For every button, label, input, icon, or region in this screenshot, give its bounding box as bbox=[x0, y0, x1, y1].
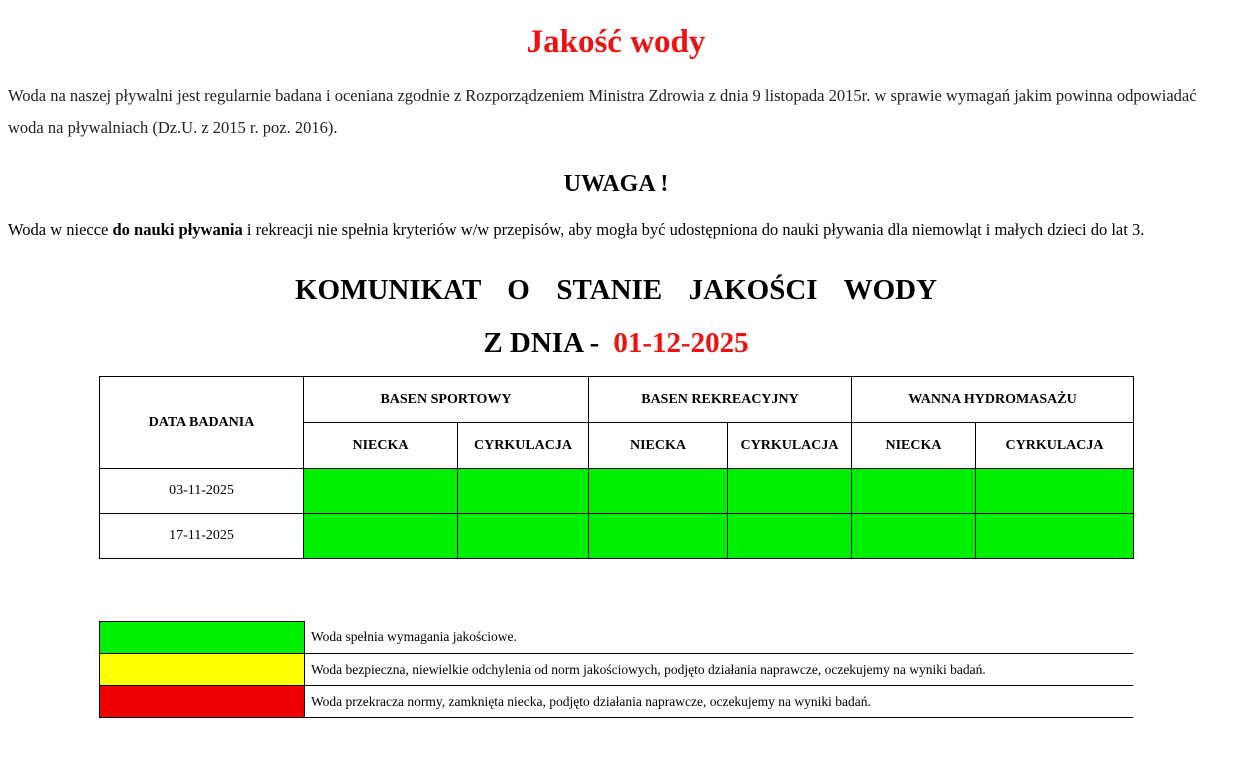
water-quality-table bbox=[99, 376, 1134, 559]
header-basen-rekreacyjny: BASEN REKREACYJNY bbox=[589, 377, 852, 423]
legend-row-yellow bbox=[100, 654, 1134, 686]
status-cell bbox=[976, 469, 1134, 514]
subheader-niecka: NIECKA bbox=[304, 423, 458, 469]
report-date-value: 01-12-2025 bbox=[613, 327, 749, 359]
page-title: Jakość wody bbox=[526, 24, 706, 60]
legend-row-red bbox=[100, 686, 1134, 718]
header-wanna-hydromasazu: WANNA HYDROMASAŻU bbox=[852, 377, 1134, 423]
status-cell bbox=[589, 514, 728, 559]
status-cell bbox=[304, 469, 458, 514]
subheader-cyrkulacja: CYRKULACJA bbox=[458, 423, 589, 469]
status-cell bbox=[458, 514, 589, 559]
legend-swatch-yellow bbox=[100, 654, 305, 686]
report-date-heading bbox=[0, 323, 1232, 363]
intro-paragraph: Woda na naszej pływalni jest regularnie badana i oceniana zgodnie z Rozporządzeniem Ministra Zdrowia z dnia 9 listopada 2015r. w sprawie wymagań jakim powinna odpowiadać woda na pływalniach (Dz.U. z 2015 r. poz. 2016). bbox=[8, 86, 1197, 137]
subheader-cyrkulacja: CYRKULACJA bbox=[728, 423, 852, 469]
table-row bbox=[100, 469, 1134, 514]
status-cell bbox=[852, 469, 976, 514]
row-date: 17-11-2025 bbox=[100, 514, 304, 559]
report-date-label: Z DNIA - bbox=[483, 327, 600, 359]
legend-text-red: Woda przekracza normy, zamknięta niecka, podjęto działania naprawcze, oczekujemy na wyniki badań. bbox=[305, 686, 1134, 718]
warning-heading: UWAGA ! bbox=[563, 171, 669, 197]
row-date: 03-11-2025 bbox=[100, 469, 304, 514]
warning-paragraph bbox=[8, 216, 1238, 244]
status-cell bbox=[728, 469, 852, 514]
status-cell bbox=[852, 514, 976, 559]
legend-table bbox=[99, 621, 1133, 718]
legend-row-green bbox=[100, 622, 1134, 654]
status-cell bbox=[728, 514, 852, 559]
status-cell bbox=[976, 514, 1134, 559]
status-cell bbox=[458, 469, 589, 514]
report-heading: KOMUNIKAT O STANIE JAKOŚCI WODY bbox=[294, 274, 938, 306]
header-date: DATA BADANIA bbox=[100, 377, 304, 469]
legend-swatch-green bbox=[100, 622, 305, 654]
legend-swatch-red bbox=[100, 686, 305, 718]
warning-text-end: i rekreacji nie spełnia kryteriów w/w przepisów, aby mogła być udostępniona do nauki pływania dla niemowląt i małych dzieci do lat 3. bbox=[242, 220, 1145, 239]
legend-text-yellow: Woda bezpieczna, niewielkie odchylenia od norm jakościowych, podjęto działania naprawcze, oczekujemy na wyniki badań. bbox=[305, 654, 1134, 686]
header-basen-sportowy: BASEN SPORTOWY bbox=[304, 377, 589, 423]
status-cell bbox=[589, 469, 728, 514]
table-header-row bbox=[100, 377, 1134, 423]
subheader-niecka: NIECKA bbox=[852, 423, 976, 469]
warning-text-bold: do nauki pływania bbox=[112, 220, 243, 239]
subheader-cyrkulacja: CYRKULACJA bbox=[976, 423, 1134, 469]
legend-text-green: Woda spełnia wymagania jakościowe. bbox=[305, 622, 1134, 654]
subheader-niecka: NIECKA bbox=[589, 423, 728, 469]
status-cell bbox=[304, 514, 458, 559]
warning-text-start: Woda w niecce bbox=[8, 220, 113, 239]
table-row bbox=[100, 514, 1134, 559]
